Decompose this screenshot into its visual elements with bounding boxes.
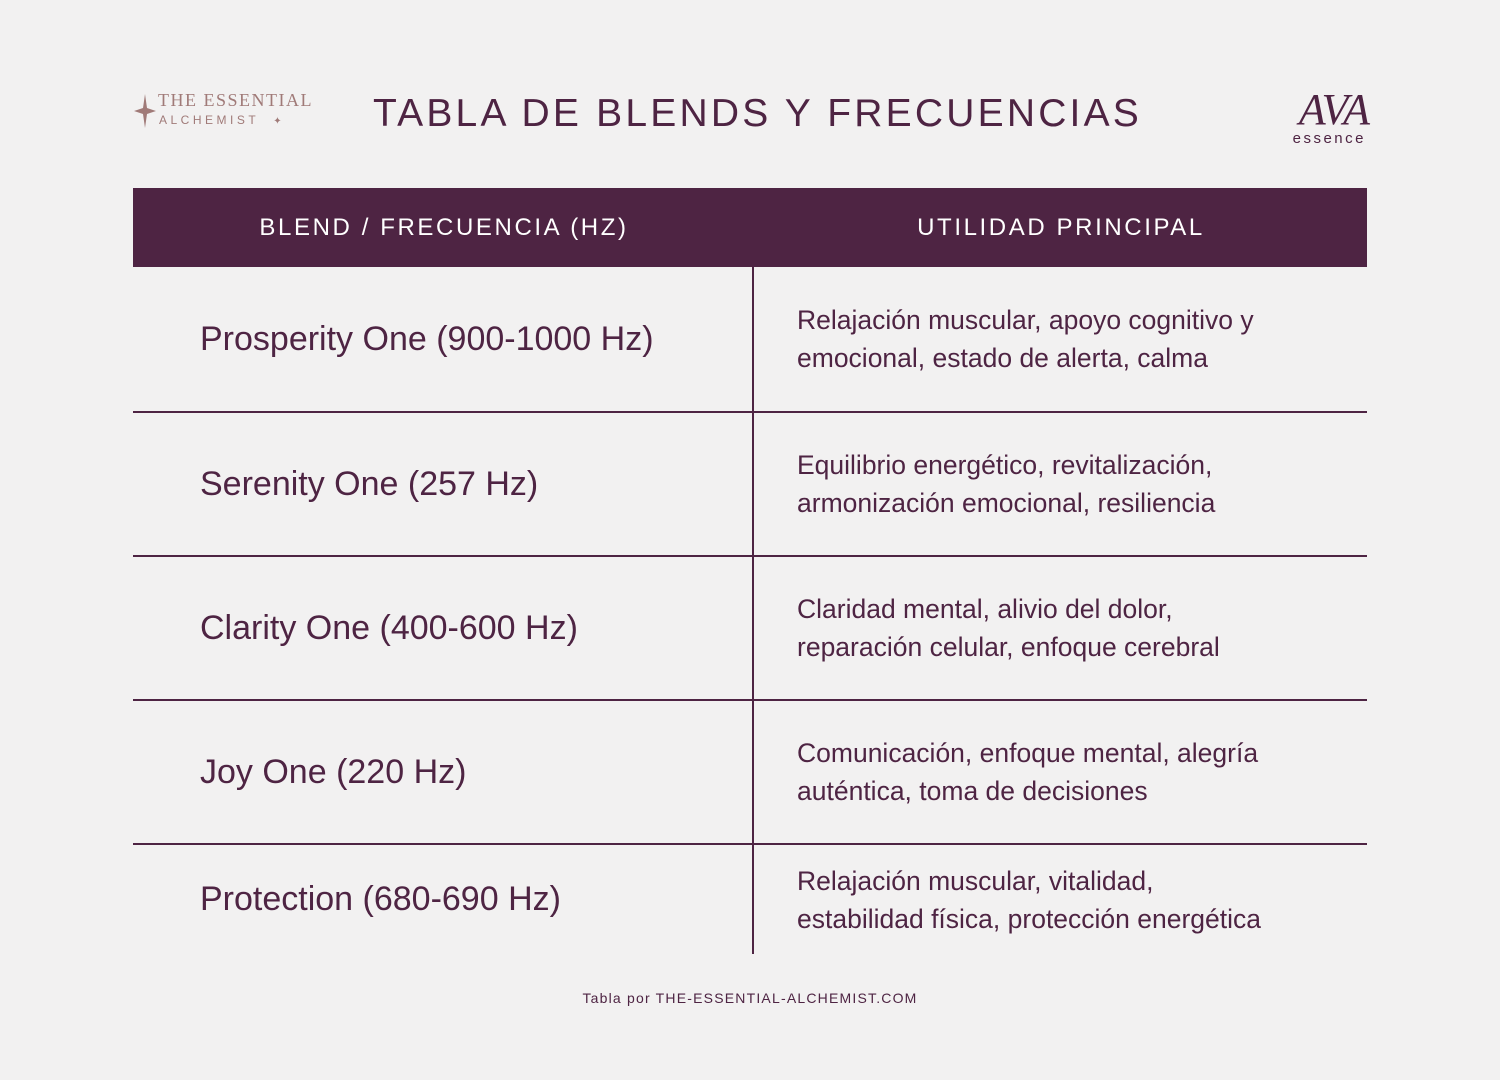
table-row xyxy=(133,845,1367,954)
table-header xyxy=(133,188,1367,267)
use-cell xyxy=(754,413,1365,555)
table-row xyxy=(133,701,1367,845)
logo-left-line1: THE ESSENTIAL xyxy=(158,90,313,110)
logo-right-sub: essence xyxy=(1292,130,1366,147)
logo-left-line2 xyxy=(159,113,285,127)
logo-left-mark: ✦ xyxy=(273,116,286,127)
footer-credit: Tabla por THE-ESSENTIAL-ALCHEMIST.COM xyxy=(582,990,918,1006)
use-cell-text: Relajación muscular, apoyo cognitivo y emocional, estado de alerta, calma xyxy=(797,305,1254,373)
table-row xyxy=(133,413,1367,557)
column-header-blend: BLEND / FRECUENCIA (HZ) xyxy=(259,213,629,241)
logo-right-brand: AVA xyxy=(1298,85,1368,134)
use-cell-text: Equilibrio energético, revitalización, armonización emocional, resiliencia xyxy=(797,450,1216,518)
use-cell xyxy=(754,267,1365,411)
column-header-use: UTILIDAD PRINCIPAL xyxy=(917,213,1205,241)
blend-cell: Protection (680-690 Hz) xyxy=(133,845,754,954)
use-cell-text: Comunicación, enfoque mental, alegría auténtica, toma de decisiones xyxy=(797,738,1259,806)
use-cell xyxy=(754,557,1365,699)
blend-cell: Serenity One (257 Hz) xyxy=(133,413,754,555)
sparkle-star-icon xyxy=(134,94,156,128)
use-cell-text: Claridad mental, alivio del dolor, reparación celular, enfoque cerebral xyxy=(797,594,1220,662)
page-title: TABLA DE BLENDS Y FRECUENCIAS xyxy=(373,92,1143,135)
blend-cell: Clarity One (400-600 Hz) xyxy=(133,557,754,699)
table-row xyxy=(133,267,1367,413)
essential-alchemist-logo xyxy=(134,90,334,134)
logo-left-line2-text: ALCHEMIST xyxy=(159,113,260,127)
blend-cell: Joy One (220 Hz) xyxy=(133,701,754,843)
use-cell xyxy=(754,845,1365,954)
blend-cell: Prosperity One (900-1000 Hz) xyxy=(133,267,754,411)
use-cell-text: Relajación muscular, vitalidad, estabilidad física, protección energética xyxy=(797,865,1262,934)
ava-essence-logo xyxy=(1252,85,1372,154)
use-cell xyxy=(754,701,1365,843)
table-row xyxy=(133,557,1367,701)
blends-table xyxy=(133,188,1367,954)
